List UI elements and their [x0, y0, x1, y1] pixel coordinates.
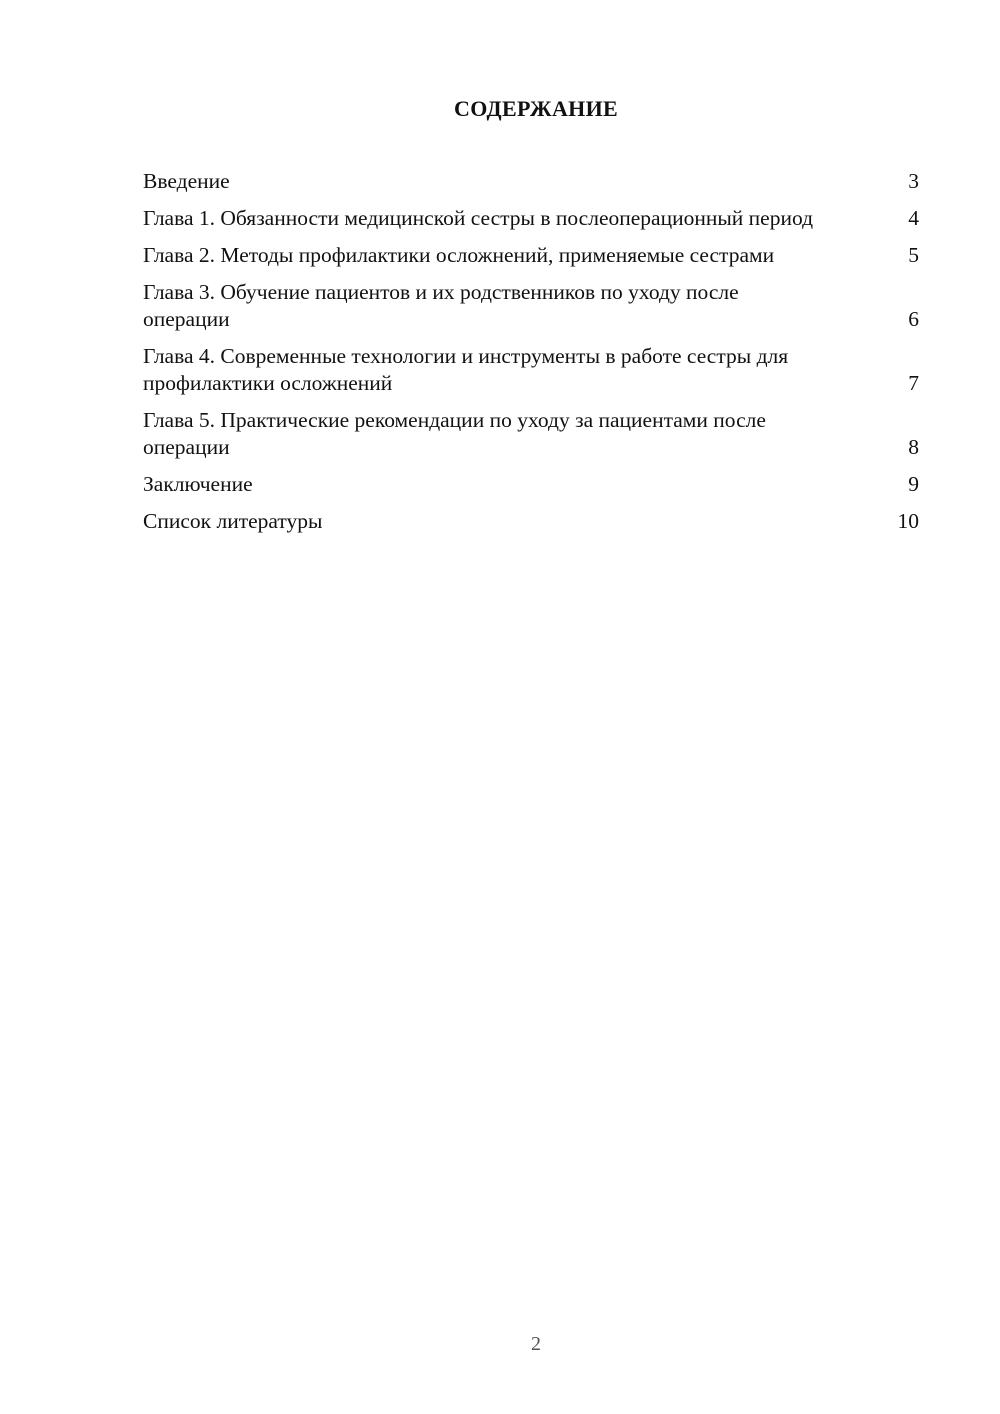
toc-entry-title: Глава 5. Практические рекомендации по уходу за пациентами после операции [143, 408, 766, 459]
toc-entry [143, 205, 919, 232]
toc-entry-page: 7 [908, 371, 919, 395]
toc-entry-title: Глава 3. Обучение пациентов и их родственников по уходу после операции [143, 280, 739, 331]
toc-entry [143, 508, 919, 535]
toc-entry-title: Глава 4. Современные технологии и инструменты в работе сестры для профилактики осложнений [143, 344, 789, 395]
toc-entry-page: 10 [897, 509, 919, 533]
table-of-contents [143, 168, 919, 545]
toc-entry [143, 343, 919, 397]
toc-entry-title: Глава 2. Методы профилактики осложнений, применяемые сестрами [143, 243, 775, 267]
page-title: СОДЕРЖАНИЕ [454, 96, 618, 121]
toc-entry [143, 407, 919, 461]
toc-entry [143, 279, 919, 333]
toc-entry-page: 4 [908, 206, 919, 230]
toc-entry-title: Заключение [143, 472, 253, 496]
toc-entry-title: Введение [143, 169, 230, 193]
page-number: 2 [531, 1333, 541, 1355]
toc-entry-title: Глава 1. Обязанности медицинской сестры в послеоперационный период [143, 206, 814, 230]
toc-entry [143, 242, 919, 269]
toc-entry-page: 6 [908, 307, 919, 331]
toc-entry [143, 168, 919, 195]
toc-entry [143, 471, 919, 498]
toc-entry-title: Список литературы [143, 509, 323, 533]
toc-entry-page: 5 [908, 243, 919, 267]
toc-entry-page: 8 [908, 435, 919, 459]
toc-entry-page: 3 [908, 169, 919, 193]
toc-entry-page: 9 [908, 472, 919, 496]
